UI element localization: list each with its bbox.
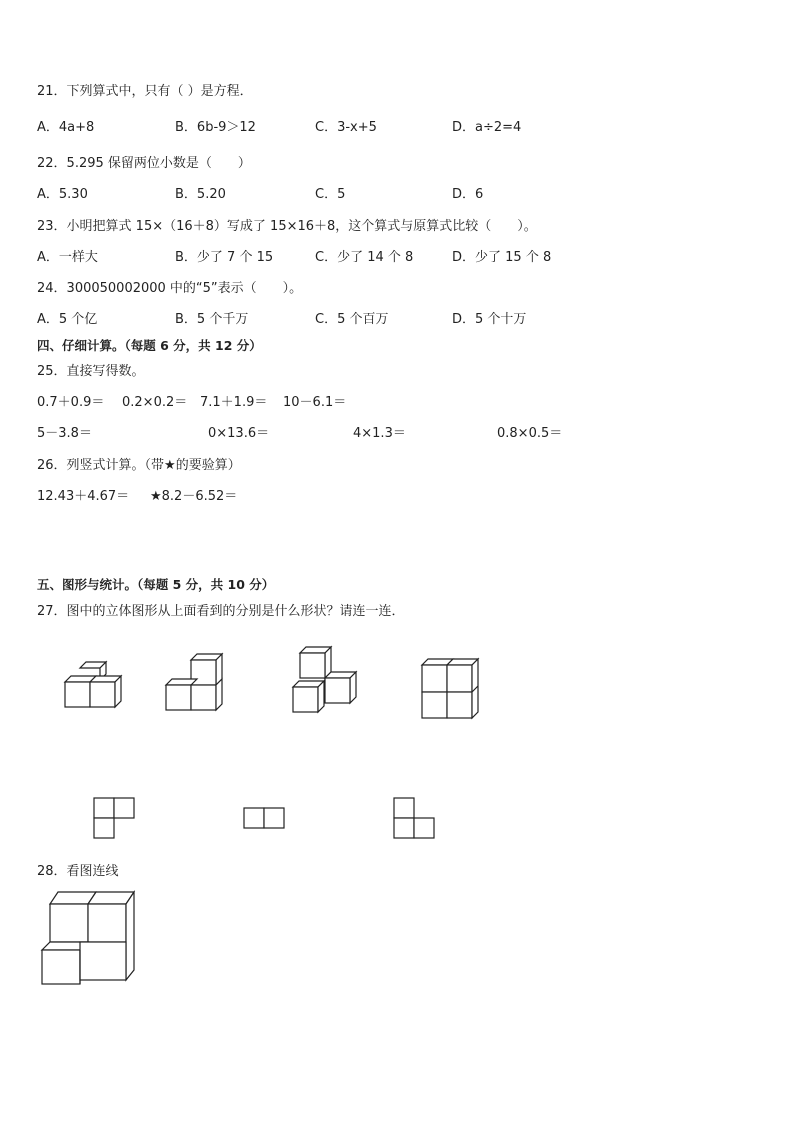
q22-option-a: A．5.30 (37, 187, 88, 202)
solid-figure-1 (60, 660, 130, 715)
q25-item: 5－3.8＝ (37, 426, 92, 441)
section-4-title: 四、仔细计算。（每题 6 分，共 12 分） (37, 338, 262, 353)
q22-option-c: C．5 (315, 187, 346, 202)
q24-stem: 24．300050002000 中的“5”表示（ ）。 (37, 281, 303, 296)
top-view-2 (242, 806, 288, 832)
section-5-title: 五、图形与统计。（每题 5 分，共 10 分） (37, 577, 275, 592)
q28-solid-figure (38, 888, 134, 992)
q22-option-d: D．6 (452, 187, 484, 202)
q25-item: 0.2×0.2＝ (122, 395, 188, 410)
top-view-3 (392, 796, 438, 840)
q26-item: ★8.2－6.52＝ (150, 489, 238, 504)
q21-option-a: A．4a+8 (37, 120, 95, 135)
q23-option-d: D．少了 15 个 8 (452, 250, 552, 265)
q21-option-d: D．a÷2=4 (452, 120, 522, 135)
q24-option-a: A．5 个亿 (37, 312, 98, 327)
q22-option-b: B．5.20 (175, 187, 226, 202)
solid-figure-4 (418, 656, 486, 722)
solid-figure-3 (290, 644, 364, 718)
q25-item: 10－6.1＝ (283, 395, 347, 410)
q26-stem: 26．列竖式计算。（带★的要验算） (37, 458, 241, 473)
top-view-1 (92, 796, 138, 840)
q25-stem: 25．直接写得数。 (37, 364, 145, 379)
q28-stem: 28．看图连线 (37, 864, 119, 879)
solid-figure-2 (163, 650, 229, 716)
q25-item: 4×1.3＝ (353, 426, 406, 441)
q23-option-a: A．一样大 (37, 250, 98, 265)
q25-item: 0.8×0.5＝ (497, 426, 563, 441)
q21-stem: 21．下列算式中，只有（ ）是方程． (37, 84, 253, 99)
q24-option-c: C．5 个百万 (315, 312, 389, 327)
q24-option-b: B．5 个千万 (175, 312, 249, 327)
q25-item: 0×13.6＝ (208, 426, 270, 441)
q27-stem: 27．图中的立体图形从上面看到的分别是什么形状？请连一连． (37, 604, 405, 619)
q25-item: 7.1＋1.9＝ (200, 395, 268, 410)
q21-option-c: C．3-x+5 (315, 120, 377, 135)
q23-stem: 23．小明把算式 15×（16＋8）写成了 15×16＋8，这个算式与原算式比较（ ）。 (37, 219, 537, 234)
q23-option-c: C．少了 14 个 8 (315, 250, 414, 265)
q23-option-b: B．少了 7 个 15 (175, 250, 274, 265)
q26-item: 12.43＋4.67＝ (37, 489, 130, 504)
q24-option-d: D．5 个十万 (452, 312, 527, 327)
q25-item: 0.7＋0.9＝ (37, 395, 105, 410)
q22-stem: 22．5.295 保留两位小数是（ ） (37, 156, 251, 171)
q21-option-b: B．6b-9＞12 (175, 120, 256, 135)
